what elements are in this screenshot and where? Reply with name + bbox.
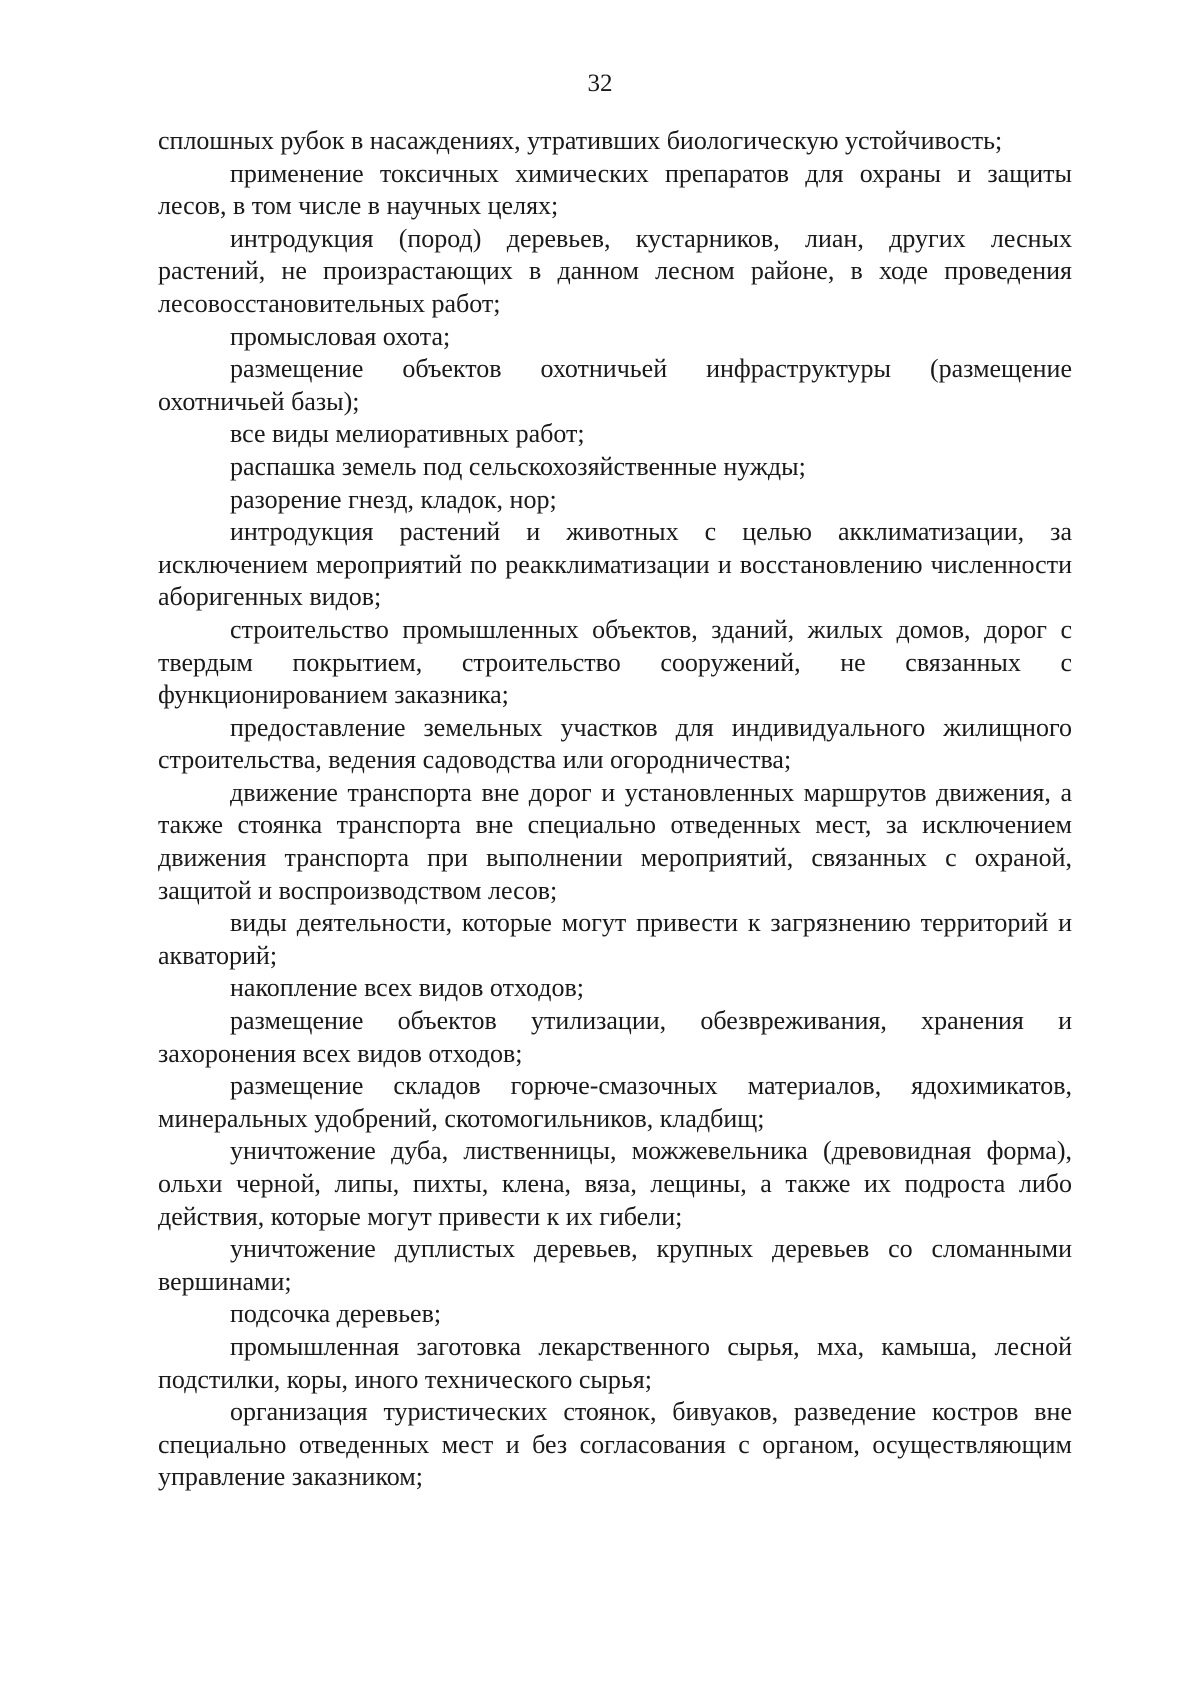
list-item: интродукция растений и животных с целью акклиматизации, за исключением мероприятий по реакклиматизации и восстановлению численности аборигенных видов; [158, 517, 1072, 612]
list-item: все виды мелиоративных работ; [230, 419, 585, 449]
list-item: промысловая охота; [230, 321, 451, 351]
list-item: размещение объектов утилизации, обезвреживания, хранения и захоронения всех видов отходов; [158, 1006, 1072, 1068]
list-item: распашка земель под сельскохозяйственные нужды; [230, 451, 806, 481]
list-item: виды деятельности, которые могут привести к загрязнению территорий и акваторий; [158, 908, 1072, 970]
list-item: уничтожение дуплистых деревьев, крупных деревьев со сломанными вершинами; [158, 1234, 1072, 1296]
list-item: движение транспорта вне дорог и установленных маршрутов движения, а также стоянка транспорта вне специально отведенных мест, за исключением движения транспорта при выполнении мероприятий, связанных с охраной, защитой и воспроизводством лесов; [158, 777, 1072, 905]
list-item: интродукция (пород) деревьев, кустарников, лиан, других лесных растений, не произрастающих в данном лесном районе, в ходе проведения лесовосстановительных работ; [158, 223, 1072, 318]
document-body [158, 125, 1072, 1494]
list-item: промышленная заготовка лекарственного сырья, мха, камыша, лесной подстилки, коры, иного технического сырья; [158, 1331, 1072, 1394]
list-item: уничтожение дуба, лиственницы, можжевельника (древовидная форма), ольхи черной, липы, пихты, клена, вяза, лещины, а также их подроста либо действия, которые могут привести к их гибели; [158, 1136, 1072, 1231]
list-item: размещение объектов охотничьей инфраструктуры (размещение охотничьей базы); [158, 354, 1072, 416]
list-item: строительство промышленных объектов, зданий, жилых домов, дорог с твердым покрытием, строительство сооружений, не связанных с функционированием заказника; [158, 614, 1072, 710]
list-item: применение токсичных химических препаратов для охраны и защиты лесов, в том числе в научных целях; [158, 158, 1072, 221]
list-item: организация туристических стоянок, бивуаков, разведение костров вне специально отведенных мест и без согласования с органом, осуществляющим управление заказником; [158, 1397, 1072, 1492]
list-item: подсочка деревьев; [230, 1299, 442, 1329]
list-item: предоставление земельных участков для индивидуального жилищного строительства, ведения садоводства или огородничества; [158, 712, 1072, 775]
list-item: сплошных рубок в насаждениях, утративших биологическую устойчивость; [158, 126, 1003, 155]
page-number: 32 [587, 70, 613, 97]
list-item: накопление всех видов отходов; [230, 973, 584, 1003]
list-item: разорение гнезд, кладок, нор; [230, 484, 557, 514]
list-item: размещение складов горюче-смазочных материалов, ядохимикатов, минеральных удобрений, скотомогильников, кладбищ; [158, 1071, 1072, 1133]
